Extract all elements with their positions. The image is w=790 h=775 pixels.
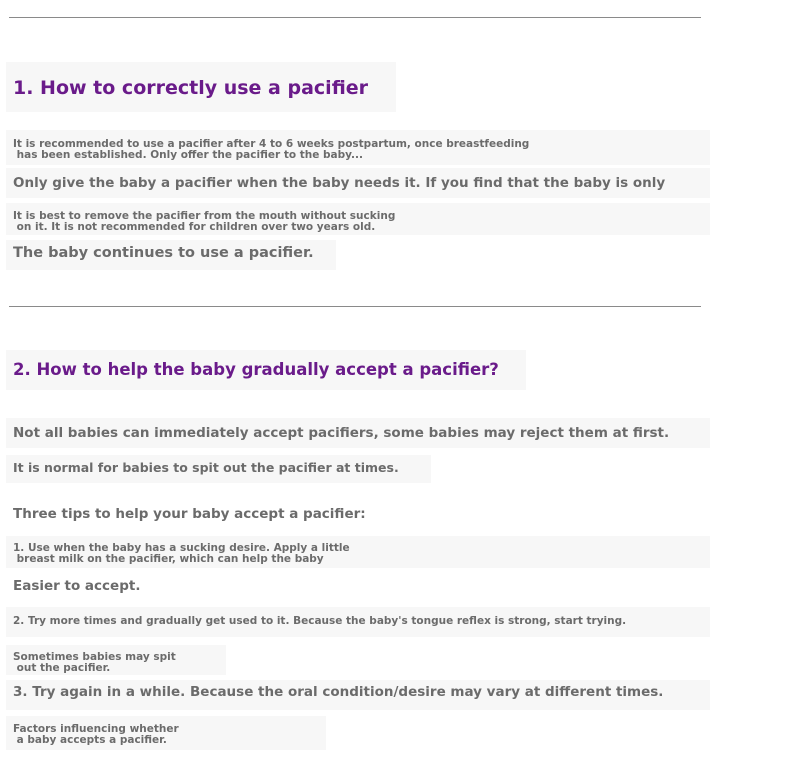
tip-3: 3. Try again in a while. Because the oral condition/desire may vary at different times.: [13, 684, 664, 700]
section-1-paragraph-2: Only give the baby a pacifier when the baby needs it. If you find that the baby is only: [13, 175, 666, 191]
section-2-paragraph-2: It is normal for babies to spit out the pacifier at times.: [13, 460, 399, 475]
section-2-paragraph-1: Not all babies can immediately accept pacifiers, some babies may reject them at first.: [13, 425, 670, 441]
tip-2: 2. Try more times and gradually get used to it. Because the baby's tongue reflex is strong, start trying.: [13, 615, 627, 627]
tip-1-continuation: Easier to accept.: [13, 578, 141, 594]
top-divider: [9, 17, 701, 18]
section-1-paragraph-3: It is best to remove the pacifier from the mouth without sucking on it. It is not recommended for children over two years old.: [13, 210, 396, 233]
tips-title: Three tips to help your baby accept a pacifier:: [13, 506, 366, 522]
section-1-paragraph-1: It is recommended to use a pacifier after 4 to 6 weeks postpartum, once breastfeeding has been established. Only offer the pacifier to the baby...: [13, 138, 530, 161]
middle-divider: [9, 306, 701, 307]
section-1-paragraph-4: The baby continues to use a pacifier.: [13, 245, 314, 261]
tip-2-continuation: Sometimes babies may spit out the pacifier.: [13, 651, 176, 674]
tip-1: 1. Use when the baby has a sucking desire. Apply a little breast milk on the pacifier, which can help the baby: [13, 542, 350, 565]
tip-3-continuation: Factors influencing whether a baby accepts a pacifier.: [13, 723, 179, 746]
section-1-heading: 1. How to correctly use a pacifier: [13, 77, 369, 99]
section-2-heading: 2. How to help the baby gradually accept a pacifier?: [13, 360, 499, 379]
